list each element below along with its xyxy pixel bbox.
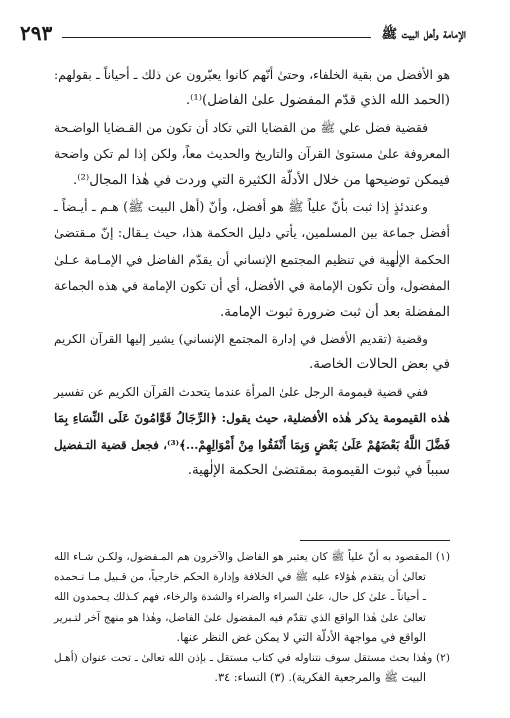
footnote-line: ـ أحياناً ـ علىٰ كل حال، علىٰ السراء والضراء والشدة والرخاء، فهم كـذلك يـحمدون الله xyxy=(54,591,426,604)
text-line: (الحمد الله الذي قدّم المفضول علىٰ الفاضل)⁽¹⁾. xyxy=(185,93,450,109)
header-rule xyxy=(62,37,371,38)
running-title: الإمامة وأهل البيت ﷺ xyxy=(381,27,466,42)
text-line: سبباً في ثبوت القيمومة بمقتضىٰ الحكمة الإلٰهية. xyxy=(187,463,450,479)
page-header xyxy=(20,18,466,44)
text-line: أفضل جماعة بين المسلمين، يأتي دليل الحكمة هذا، حيث يـقال: إنّ مـقتضىٰ xyxy=(54,225,450,241)
main-text xyxy=(54,62,450,485)
text-line: في بعض الحالات الخاصة. xyxy=(308,357,450,373)
text-line: فيمكن توضيحها من خلال الأدلّة الكثيرة التي وردت في هٰذا المجال⁽²⁾. xyxy=(73,172,450,188)
footnote-line: تعالىٰ علىٰ هٰذا الواقع الذي تقدّم فيه المفضول علىٰ الفاضل، وهٰذا هو منهج آخر لتـبرير xyxy=(54,611,426,624)
footnote-line: البيت ﷺ والمرجعية الفكرية). (٣) النساء: ٣٤. xyxy=(214,671,426,685)
text-line: الحكمة الإلٰهية في تنظيم المجتمع الإنساني أن يقدّم الفاضل في الإمـامة عـلىٰ xyxy=(54,251,450,267)
text-line: المعروفة علىٰ مستوىٰ القرآن والتاريخ والحديث معاً، ولكن إذا لم تكن واضحة xyxy=(54,146,450,162)
text-line-quran: فَضَّلَ اللَّهُ بَعْضَهُمْ عَلَىٰ بَعْضٍ وَبِمَا أَنْفَقُوا مِنْ أَمْوَالِهِمْ...﴾⁽³⁾، فجعل قضية التـفضيل xyxy=(54,437,450,452)
text-line: وعندئذٍ إذا ثبت بأنّ علياً ﷺ هو أفضل، وأنّ (أهل البيت ﷺ) هـم ـ أيـضاً ـ xyxy=(54,199,428,215)
text-line: فقضية فضل علي ﷺ من القضايا التي تكاد أن تكون من القـضايا الواضـحة xyxy=(54,120,428,135)
text-line-quran: هٰذه القيمومة يذكر هٰذه الأفضلية، حيث يقول: ﴿الرِّجَالُ قَوَّامُونَ عَلَى النِّسَاءِ بِمَا xyxy=(54,411,450,426)
text-line: المفضول، وأن تكون الإمامة في الأفضل، أي أن تكون الإمامة في هذه الجماعة xyxy=(54,279,450,294)
footnote-line: تعالىٰ أن يتقدم هٰؤلاء عليه ﷺ في الخلافة وإدارة الحكم خارجياً، من قـبيل مـا نـحمده xyxy=(54,570,426,584)
footnote-divider xyxy=(300,540,450,541)
text-line: هو الأفضل من بقية الخلفاء، وحتىٰ أنّهم كانوا يعبّرون عن ذلك ـ أحياناً ـ بقولهم: xyxy=(54,68,450,82)
text-line: وقضية (تقديم الأفضل في إدارة المجتمع الإنساني) يشير إليها القرآن الكريم xyxy=(54,332,428,347)
footnote-line: الواقع في مواجهة الأدلّة التي لا يمكن غض النظر عنها. xyxy=(176,630,426,644)
page-number: ٢٩٣ xyxy=(20,21,53,45)
footnotes xyxy=(54,547,450,688)
footnote-line: (٢) وهٰذا بحث مستقل سوف نتناوله في كتاب مستقل ـ بإذن الله تعالىٰ ـ تحت عنوان (أهـل xyxy=(54,651,450,665)
text-line: المفضلة بعد أن ثبت ضرورة ثبوت الإمامة. xyxy=(220,304,450,320)
footnote-line: (١) المقصود به أنّ علياً ﷺ كان يعتبر هو الفاضل والآخرون هم المـفضول، ولكـن شـاء الله xyxy=(54,550,450,563)
text-line: ففي قضية قيمومة الرجل علىٰ المرأة عندما يتحدث القرآن الكريم عن تفسير xyxy=(54,384,428,399)
